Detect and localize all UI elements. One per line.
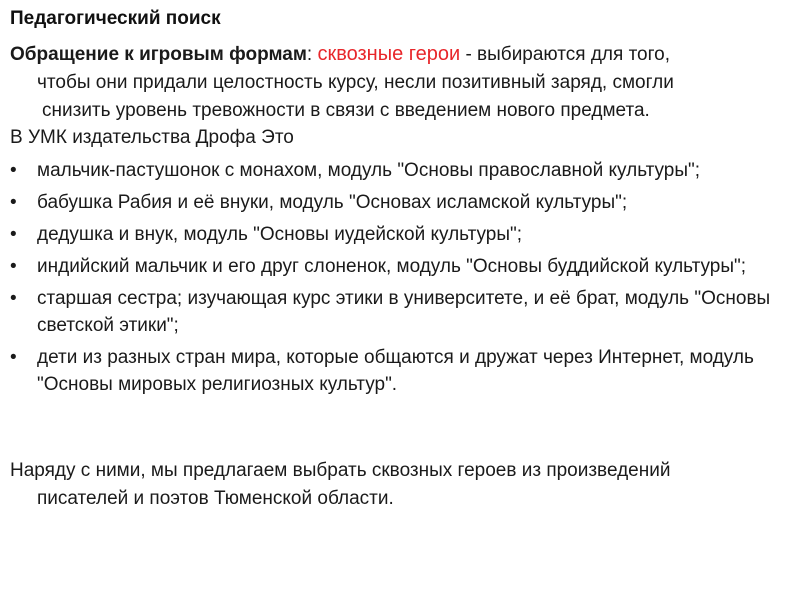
intro-line-3: снизить уровень тревожности в связи с введением нового предмета. xyxy=(42,100,650,121)
closing-line-2: писателей и поэтов Тюменской области. xyxy=(37,488,394,509)
bullet-icon: • xyxy=(10,288,17,309)
intro-lead: Обращение к игровым формам xyxy=(10,44,307,65)
bullet-icon: • xyxy=(10,347,17,368)
list-item-text: бабушка Рабия и её внуки, модуль "Основах исламской культуры"; xyxy=(37,192,628,213)
closing-line-1: Наряду с ними, мы предлагаем выбрать сквозных героев из произведений xyxy=(10,460,671,481)
list-item xyxy=(10,221,790,248)
slide-title: Педагогический поиск xyxy=(10,8,221,29)
bullet-icon: • xyxy=(10,224,17,245)
list-item xyxy=(10,253,790,280)
intro-accent: сквозные герои xyxy=(317,43,461,65)
list-item-text: дедушка и внук, модуль "Основы иудейской культуры"; xyxy=(37,224,523,245)
list-item-text: мальчик-пастушонок с монахом, модуль "Основы православной культуры"; xyxy=(37,160,701,181)
list-item xyxy=(10,189,790,216)
list-item xyxy=(10,285,790,339)
umk-line: В УМК издательства Дрофа Это xyxy=(10,127,294,148)
list-item-text: дети из разных стран мира, которые общаются и дружат через Интернет, модуль "Основы мировых религиозных культур". xyxy=(37,347,754,395)
list-item-text: старшая сестра; изучающая курс этики в университете, и её брат, модуль "Основы светской этики"; xyxy=(37,288,771,336)
bullet-icon: • xyxy=(10,192,17,213)
intro-paragraph xyxy=(10,40,790,125)
intro-colon: : xyxy=(306,44,318,65)
bullet-icon: • xyxy=(10,256,17,277)
intro-rest: - выбираются для того, xyxy=(460,44,670,65)
closing-paragraph xyxy=(10,457,790,513)
list-item xyxy=(10,344,790,398)
list-item xyxy=(10,157,790,184)
intro-line-2: чтобы они придали целостность курсу, несли позитивный заряд, смогли xyxy=(37,72,674,93)
heroes-list xyxy=(10,157,790,403)
bullet-icon: • xyxy=(10,160,17,181)
list-item-text: индийский мальчик и его друг слоненок, модуль "Основы буддийской культуры"; xyxy=(37,256,747,277)
